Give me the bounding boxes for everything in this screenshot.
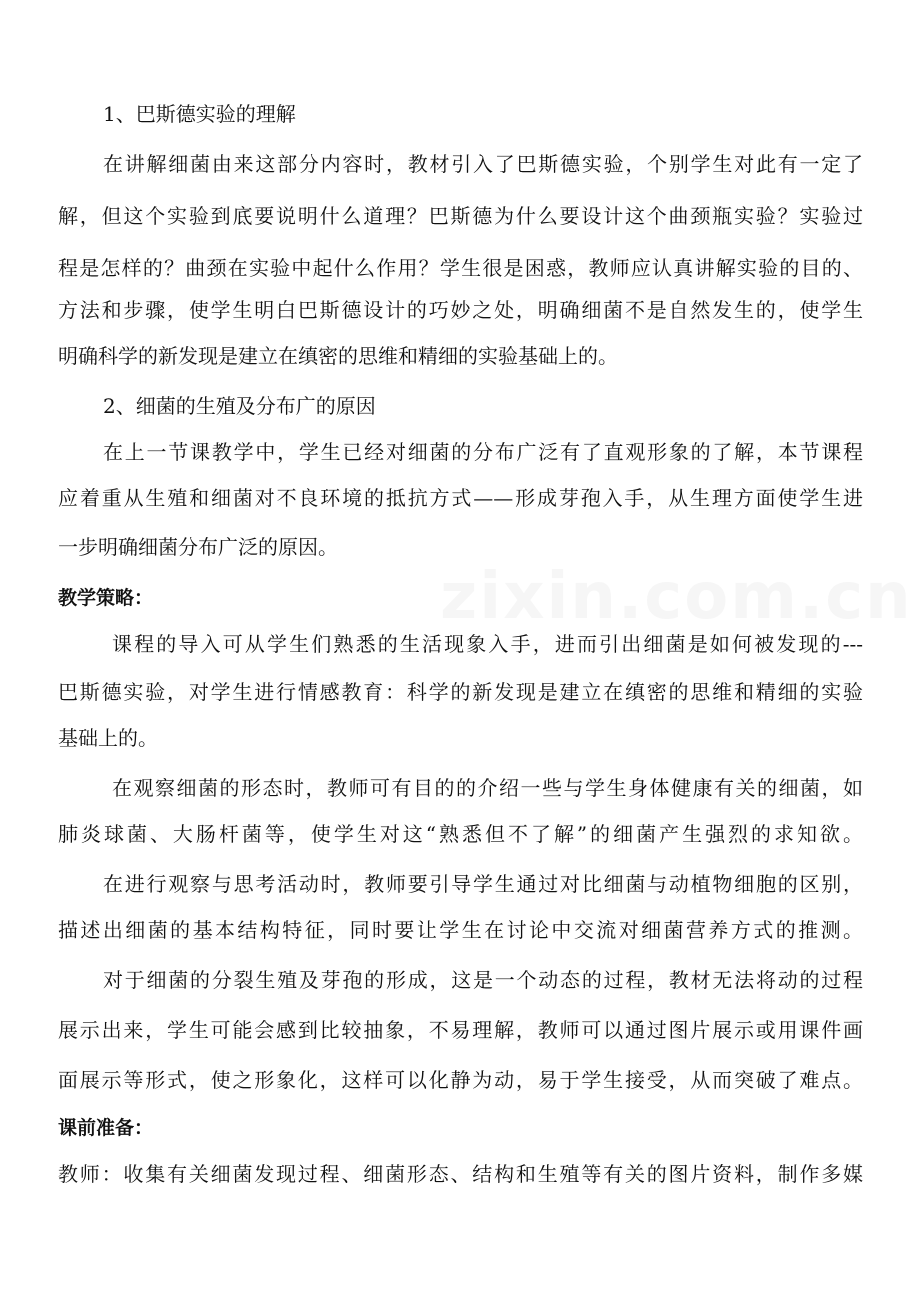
section2-line: 在上一节课教学中，学生已经对细菌的分布广泛有了直观形象的了解，本节课程 bbox=[103, 440, 863, 464]
section2-heading: 2、细菌的生殖及分布广的原因 bbox=[103, 394, 376, 418]
strategy-line: 展示出来，学生可能会感到比较抽象，不易理解，教师可以通过图片展示或用课件画 bbox=[58, 1018, 863, 1042]
section2-line: 一步明确细菌分布广泛的原因。 bbox=[58, 535, 338, 559]
strategy-line: 基础上的。 bbox=[58, 726, 158, 750]
strategy-line: 肺炎球菌、大肠杆菌等，使学生对这“熟悉但不了解”的细菌产生强烈的求知欲。 bbox=[58, 822, 863, 846]
strategy-line: 课程的导入可从学生们熟悉的生活现象入手，进而引出细菌是如何被发现的--- bbox=[112, 632, 863, 656]
strategy-line: 描述出细菌的基本结构特征，同时要让学生在讨论中交流对细菌营养方式的推测。 bbox=[58, 918, 863, 942]
section1-line: 在讲解细菌由来这部分内容时，教材引入了巴斯德实验，个别学生对此有一定了 bbox=[103, 152, 863, 176]
section1-line: 解，但这个实验到底要说明什么道理？巴斯德为什么要设计这个曲颈瓶实验？实验过 bbox=[58, 204, 863, 228]
strategy-line: 在进行观察与思考活动时，教师要引导学生通过对比细菌与动植物细胞的区别， bbox=[103, 872, 863, 896]
strategy-line: 对于细菌的分裂生殖及芽孢的形成，这是一个动态的过程，教材无法将动的过程 bbox=[103, 968, 863, 992]
strategy-line: 面展示等形式，使之形象化，这样可以化静为动，易于学生接受，从而突破了难点。 bbox=[58, 1068, 863, 1092]
section1-heading: 1、巴斯德实验的理解 bbox=[103, 102, 296, 126]
preparation-heading: 课前准备： bbox=[58, 1117, 154, 1139]
section1-line: 明确科学的新发现是建立在缜密的思维和精细的实验基础上的。 bbox=[58, 344, 618, 368]
section1-line: 方法和步骤，使学生明白巴斯德设计的巧妙之处，明确细菌不是自然发生的，使学生 bbox=[58, 298, 863, 322]
strategy-line: 巴斯德实验，对学生进行情感教育：科学的新发现是建立在缜密的思维和精细的实验 bbox=[58, 680, 863, 704]
section2-line: 应着重从生殖和细菌对不良环境的抵抗方式——形成芽孢入手，从生理方面使学生进 bbox=[58, 486, 863, 510]
section1-line: 程是怎样的？曲颈在实验中起什么作用？学生很是困惑，教师应认真讲解实验的目的、 bbox=[58, 256, 863, 280]
preparation-line: 教师：收集有关细菌发现过程、细菌形态、结构和生殖等有关的图片资料，制作多媒 bbox=[58, 1162, 863, 1186]
watermark: zixin.com.cn bbox=[440, 560, 913, 634]
strategy-heading: 教学策略： bbox=[58, 587, 154, 609]
strategy-line: 在观察细菌的形态时，教师可有目的的介绍一些与学生身体健康有关的细菌，如 bbox=[112, 776, 863, 800]
